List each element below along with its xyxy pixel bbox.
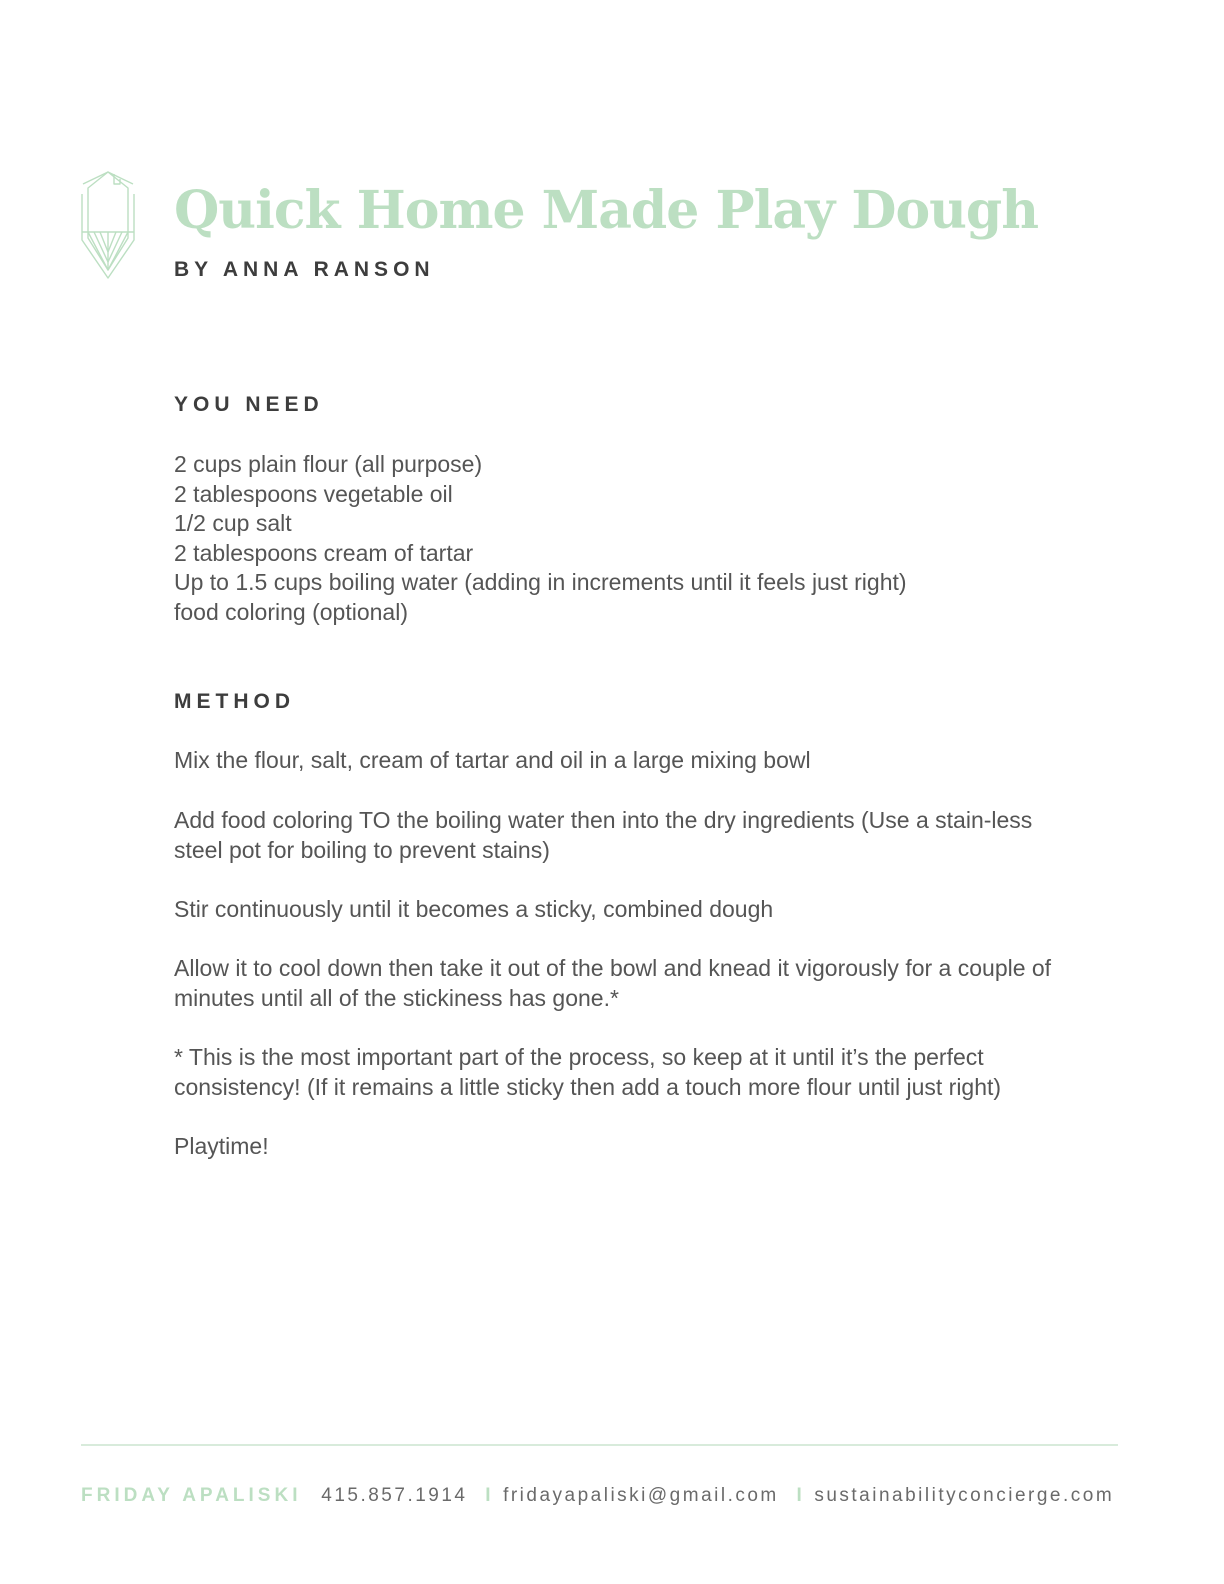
ingredient-item: 1/2 cup salt: [174, 510, 292, 537]
footer-name: FRIDAY APALISKI: [81, 1485, 302, 1506]
author-byline: BY ANNA RANSON: [174, 258, 435, 281]
acorn-house-logo-icon: [80, 170, 136, 282]
page-title: Quick Home Made Play Dough: [174, 180, 1039, 241]
method-step: Add food coloring TO the boiling water then into the dry ingredients (Use a stain-less steel pot for boiling to prevent stains): [174, 807, 1033, 863]
ingredient-item: 2 tablespoons cream of tartar: [174, 539, 474, 566]
footer-website[interactable]: sustainabilityconcierge.com: [814, 1485, 1115, 1506]
you-need-heading: YOU NEED: [174, 393, 324, 416]
footer-phone: 415.857.1914: [321, 1485, 468, 1506]
ingredient-item: 2 cups plain flour (all purpose): [174, 451, 483, 477]
footer-separator: I: [485, 1485, 494, 1506]
ingredient-item: 2 tablespoons vegetable oil: [174, 480, 453, 507]
ingredient-item: food coloring (optional): [174, 598, 408, 625]
method-heading: METHOD: [174, 690, 295, 713]
method-step: Playtime!: [174, 1133, 269, 1159]
footer-email[interactable]: fridayapaliski@gmail.com: [503, 1485, 779, 1506]
method-step: Mix the flour, salt, cream of tartar and oil in a large mixing bowl: [174, 747, 811, 773]
footer-divider: [81, 1444, 1118, 1446]
ingredient-item: Up to 1.5 cups boiling water (adding in increments until it feels just right): [174, 569, 907, 596]
footer-separator: I: [796, 1485, 805, 1506]
method-note: * This is the most important part of the process, so keep at it until it’s the perfect consistency! (If it remains a little sticky then add a touch more flour until just right): [174, 1044, 1002, 1100]
method-step: Stir continuously until it becomes a sticky, combined dough: [174, 896, 774, 922]
method-step: Allow it to cool down then take it out of the bowl and knead it vigorously for a couple of minutes until all of the stickiness has gone.*: [174, 955, 1052, 1011]
footer-contact: [81, 1485, 1114, 1507]
ingredient-list: [174, 450, 907, 628]
